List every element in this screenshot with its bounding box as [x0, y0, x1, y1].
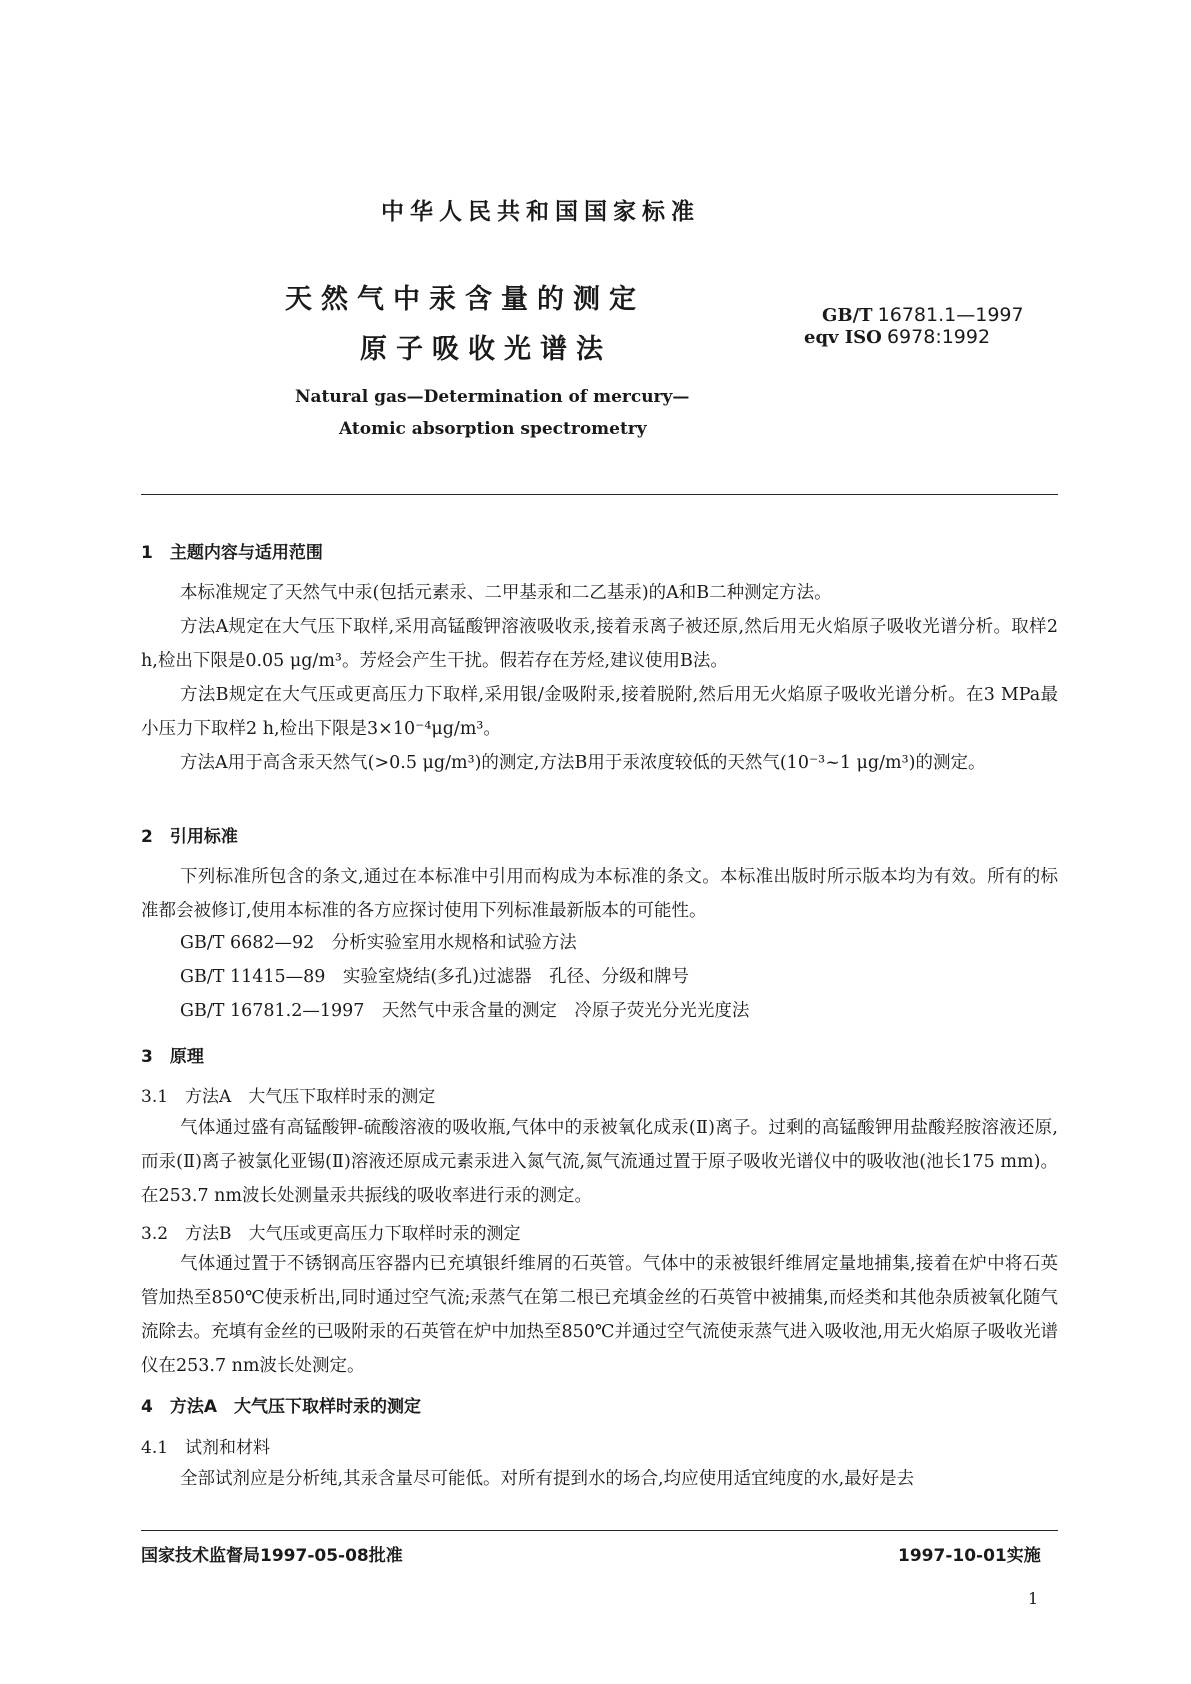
reference-3: GB/T 16781.2—1997 天然气中汞含量的测定 冷原子荧光分光光度法 — [180, 1001, 750, 1021]
title-english-line2: Atomic absorption spectrometry — [339, 419, 647, 439]
equivalent-standard — [804, 326, 990, 348]
section-3-1-heading: 3.1 方法A 大气压下取样时汞的测定 — [141, 1087, 436, 1107]
approval-date: 国家技术监督局1997-05-08批准 — [141, 1546, 403, 1566]
title-english-line1: Natural gas—Determination of mercury— — [295, 387, 690, 407]
section-3-1-paragraph: 气体通过盛有高锰酸钾-硫酸溶液的吸收瓶,气体中的汞被氧化成汞(Ⅱ)离子。过剩的高锰酸钾用盐酸羟胺溶液还原,而汞(Ⅱ)离子被氯化亚锡(Ⅱ)溶液还原成元素汞进入氮气流,氮气流通过置于原子吸收光谱仪中的吸收池(池长175 mm)。在253.7 nm波长处测量汞共振线的吸收率进行汞的测定。 — [141, 1118, 1058, 1206]
section-3-2-paragraph: 气体通过置于不锈钢高压容器内已充填银纤维屑的石英管。气体中的汞被银纤维屑定量地捕集,接着在炉中将石英管加热至850℃使汞析出,同时通过空气流;汞蒸气在第二根已充填金丝的石英管中被捕集,而烃类和其他杂质被氧化随气流除去。充填有金丝的已吸附汞的石英管在炉中加热至850℃并通过空气流使汞蒸气进入吸收池,用无火焰原子吸收光谱仪在253.7 nm波长处测定。 — [141, 1254, 1058, 1376]
section-1-paragraph-3: 方法B规定在大气压或更高压力下取样,采用银/金吸附汞,接着脱附,然后用无火焰原子吸收光谱分析。在3 MPa最小压力下取样2 h,检出下限是3×10⁻⁴μg/m³。 — [141, 685, 1058, 739]
eqv-number-value: 6978:1992 — [886, 326, 991, 348]
title-chinese-line1: 天然气中汞含量的测定 — [285, 284, 645, 315]
section-4-1-paragraph: 全部试剂应是分析纯,其汞含量尽可能低。对所有提到水的场合,均应使用适宜纯度的水,最好是去 — [180, 1469, 915, 1489]
section-4-1-heading: 4.1 试剂和材料 — [141, 1438, 271, 1458]
standard-number-value: 16781.1—1997 — [877, 304, 1024, 326]
title-chinese-line2: 原子吸收光谱法 — [360, 334, 612, 365]
section-1-paragraph-4: 方法A用于高含汞天然气(>0.5 μg/m³)的测定,方法B用于汞浓度较低的天然气(10⁻³~1 μg/m³)的测定。 — [180, 753, 986, 773]
standard-number — [822, 304, 1024, 326]
standard-label: GB/T — [822, 305, 873, 326]
footer-divider — [141, 1530, 1058, 1531]
section-1-paragraph-2: 方法A规定在大气压下取样,采用高锰酸钾溶液吸收汞,接着汞离子被还原,然后用无火焰原子吸收光谱分析。取样2 h,检出下限是0.05 μg/m³。芳烃会产生干扰。假若存在芳烃,建议使用B法。 — [141, 617, 1058, 671]
section-2-paragraph-1: 下列标准所包含的条文,通过在本标准中引用而构成为本标准的条文。本标准出版时所示版本均为有效。所有的标准都会被修订,使用本标准的各方应探讨使用下列标准最新版本的可能性。 — [141, 867, 1058, 921]
section-4-heading: 4 方法A 大气压下取样时汞的测定 — [141, 1397, 421, 1417]
section-1-heading: 1 主题内容与适用范围 — [141, 543, 323, 563]
section-2-heading: 2 引用标准 — [141, 827, 238, 847]
reference-1: GB/T 6682—92 分析实验室用水规格和试验方法 — [180, 933, 577, 953]
header-divider — [141, 494, 1058, 495]
section-3-2-heading: 3.2 方法B 大气压或更高压力下取样时汞的测定 — [141, 1224, 521, 1244]
national-standard-heading: 中华人民共和国国家标准 — [381, 199, 700, 225]
section-1-paragraph-1: 本标准规定了天然气中汞(包括元素汞、二甲基汞和二乙基汞)的A和B二种测定方法。 — [180, 583, 832, 603]
section-3-heading: 3 原理 — [141, 1047, 204, 1067]
reference-2: GB/T 11415—89 实验室烧结(多孔)过滤器 孔径、分级和牌号 — [180, 967, 690, 987]
page-number: 1 — [1028, 1589, 1039, 1608]
eqv-label: eqv ISO — [804, 327, 882, 348]
effective-date: 1997-10-01实施 — [898, 1546, 1041, 1566]
